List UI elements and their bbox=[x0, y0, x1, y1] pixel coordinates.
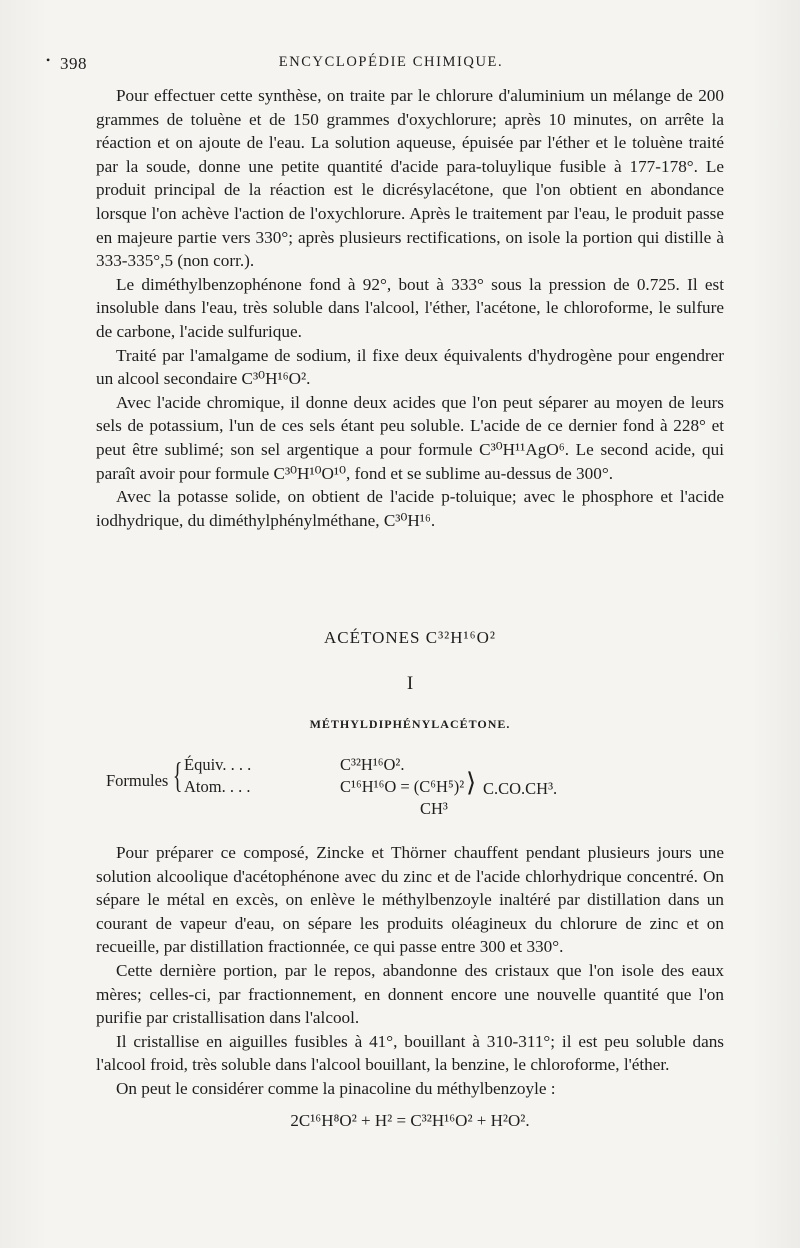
running-title: ENCYCLOPÉDIE CHIMIQUE. bbox=[278, 54, 504, 70]
paragraph: Pour préparer ce composé, Zincke et Thörner chauffent pendant plusieurs jours une solution alcoolique d'acétophénone avec du zinc et de l'acide chlorhydrique concentré. On sépare le métal en excès, on enlève le méthylbenzoyle inaltéré par distillation dans un courant de vapeur d'eau, on sépare les produits oléagineux du chlorure de zinc et on recueille, par distillation fractionnée, ce qui passe entre 300 et 330°. bbox=[96, 843, 724, 957]
formula-value: C¹⁶H¹⁶O = (C⁶H⁵)² bbox=[340, 777, 465, 797]
formula-end: C.CO.CH³. bbox=[483, 779, 558, 799]
formula-ch3: CH³ bbox=[420, 799, 448, 819]
paragraph: Traité par l'amalgame de sodium, il fixe deux équivalents d'hydrogène pour engendrer un alcool secondaire C³⁰H¹⁶O². bbox=[96, 345, 724, 389]
paragraph: On peut le considérer comme la pinacoline du méthylbenzoyle : bbox=[116, 1079, 556, 1098]
formula-name: Équiv. . . . bbox=[184, 755, 252, 775]
formula-bracket: ⟩ bbox=[466, 768, 477, 798]
formula-value: C³²H¹⁶O². bbox=[340, 755, 405, 775]
section-title: ACÉTONES C³²H¹⁶O² bbox=[324, 628, 496, 648]
formula-brace: { bbox=[172, 755, 183, 796]
paragraph: Avec la potasse solide, on obtient de l'acide p-toluique; avec le phosphore et l'acide iodhydrique, du diméthylphénylméthane, C³⁰H¹⁶. bbox=[96, 487, 724, 530]
formula-row-atom bbox=[184, 775, 465, 799]
reaction-equation: 2C¹⁶H⁸O² + H² = C³²H¹⁶O² + H²O². bbox=[290, 1110, 530, 1130]
paragraph: Cette dernière portion, par le repos, abandonne des cristaux que l'on isole des eaux mères; celles-ci, par fractionnement, en donnent encore une nouvelle quantité que l'on purifie par cristallisation dans l'alcool. bbox=[96, 961, 724, 1028]
section-numeral: I bbox=[406, 672, 414, 694]
paragraph: Le diméthylbenzophénone fond à 92°, bout à 333° sous la pression de 0.725. Il est insoluble dans l'eau, très soluble dans l'alcool, l'éther, l'acétone, le chloroforme, le sulfure de carbone, l'acide sulfurique. bbox=[96, 274, 724, 341]
paragraph: Pour effectuer cette synthèse, on traite par le chlorure d'aluminium un mélange de 200 grammes de toluène et de 150 grammes d'oxychlorure; après 10 minutes, on arrête la réaction et on ajoute de l'eau. La solution aqueuse, épuisée par l'éther et le toluène traité par la soude, donne une petite quantité d'acide para-toluylique fusible à 177-178°. Le produit principal de la réaction est le dicrésylacétone, que l'on obtient en abondance lorsque l'on achève l'action de l'oxychlorure. Après le traitement par l'eau, le produit passe en majeure partie vers 330°; après plusieurs rectifications, on isole la portion qui distille à 333-335°,5 (non corr.). bbox=[96, 86, 724, 271]
formula-name: Atom. . . . bbox=[184, 777, 251, 797]
page-number: • 398 bbox=[60, 54, 87, 74]
paragraph: Il cristallise en aiguilles fusibles à 41°, bouillant à 310-311°; il est peu soluble dans l'alcool froid, très soluble dans l'alcool bouillant, la benzine, le chloroforme, l'éther. bbox=[96, 1031, 724, 1075]
formula-label: Formules bbox=[106, 771, 169, 791]
compound-heading: MÉTHYLDIPHÉNYLACÉTONE. bbox=[309, 717, 511, 732]
paragraph: Avec l'acide chromique, il donne deux acides que l'on peut séparer au moyen de leurs sels de potassium, l'un de ces sels étant peu soluble. L'acide de ce dernier fond à 228° et peut être sublimé; son sel argentique a pour formule C³⁰H¹¹AgO⁶. Le second acide, qui paraît avoir pour formule C³⁰H¹⁰O¹⁰, fond et se sublime au-dessus de 300°. bbox=[96, 392, 724, 483]
running-head bbox=[58, 54, 724, 76]
page-body bbox=[96, 84, 724, 1132]
formula-block bbox=[96, 747, 724, 821]
formula-row-equiv bbox=[184, 753, 405, 777]
